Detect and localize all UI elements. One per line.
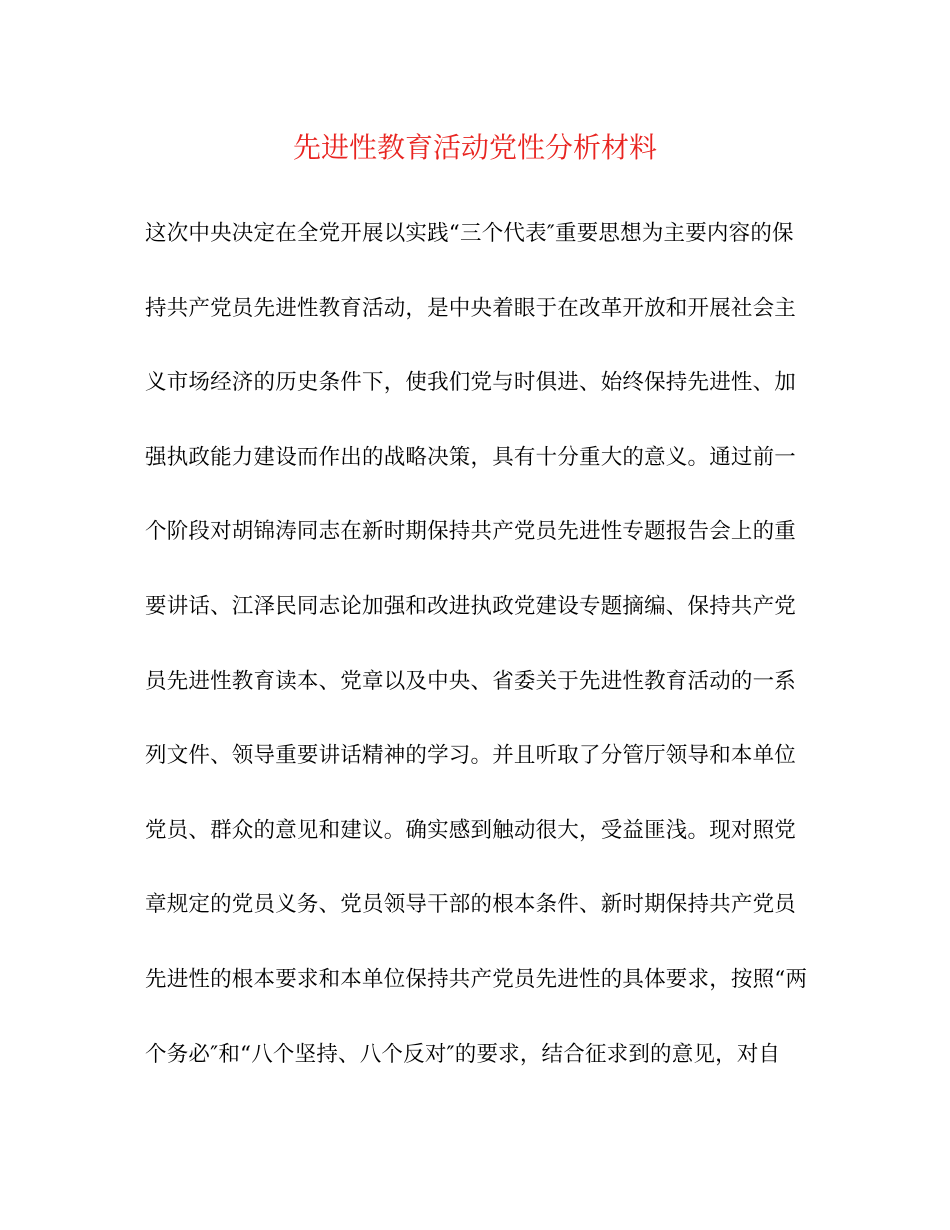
document-body xyxy=(145,214,810,1109)
body-line: 章规定的党员义务、党员领导干部的根本条件、新时期保持共产党员 xyxy=(145,892,797,918)
body-line: 党员、群众的意见和建议。确实感到触动很大，受益匪浅。现对照党 xyxy=(145,817,797,843)
body-line: 这次中央决定在全党开展以实践“三个代表″重要思想为主要内容的保 xyxy=(145,221,794,246)
body-line: 列文件、领导重要讲话精神的学习。并且听取了分管厅领导和本单位 xyxy=(145,743,797,769)
body-line: 员先进性教育读本、党章以及中央、省委关于先进性教育活动的一系 xyxy=(145,668,797,694)
body-line: 要讲话、江泽民同志论加强和改进执政党建设专题摘编、保持共产党 xyxy=(145,593,797,619)
body-line: 先进性的根本要求和本单位保持共产党员先进性的具体要求，按照“两 xyxy=(145,966,808,992)
body-line: 个阶段对胡锦涛同志在新时期保持共产党员先进性专题报告会上的重 xyxy=(145,519,797,545)
document-title: 先进性教育活动党性分析材料 xyxy=(292,131,657,164)
body-line: 强执政能力建设而作出的战略决策，具有十分重大的意义。通过前一 xyxy=(145,444,797,470)
body-line: 义市场经济的历史条件下，使我们党与时俱进、始终保持先进性、加 xyxy=(145,370,797,396)
body-line: 个务必″和“八个坚持、八个反对″的要求，结合征求到的意见，对自 xyxy=(145,1041,781,1067)
body-line: 持共产党员先进性教育活动，是中央着眼于在改革开放和开展社会主 xyxy=(145,295,797,321)
